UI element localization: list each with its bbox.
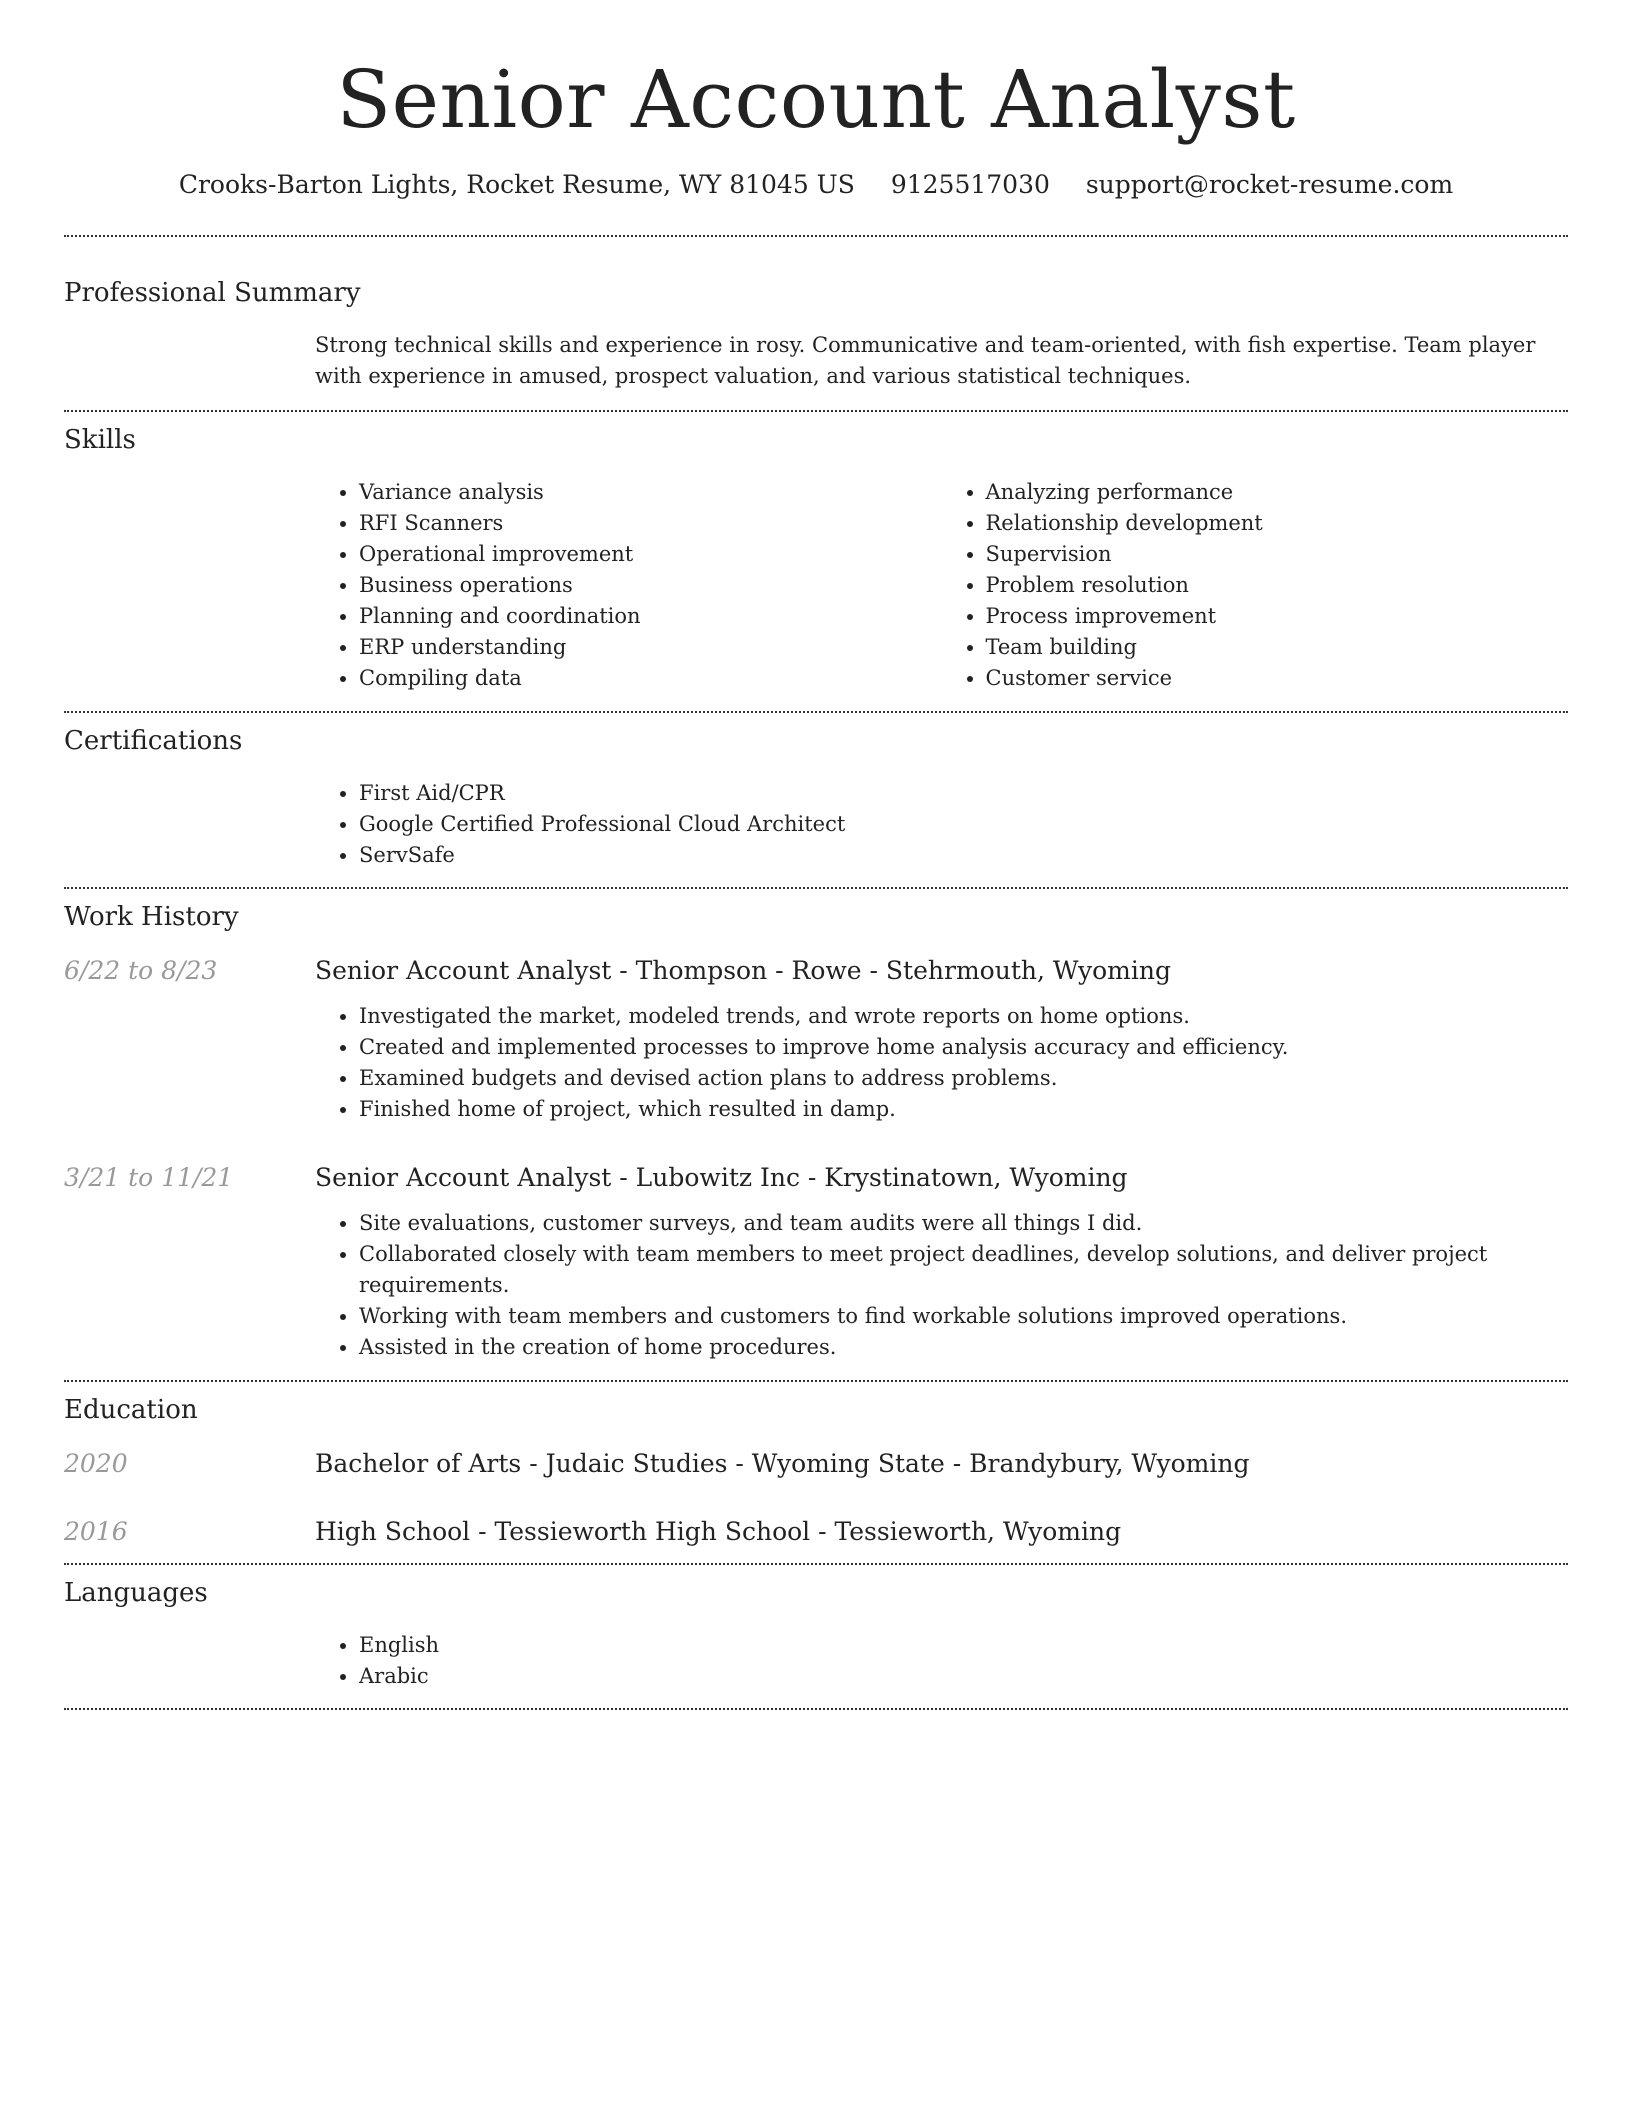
resume-page	[64, 0, 1568, 1710]
list-item: • Finished home of project, which resulted in damp.	[359, 1094, 1568, 1125]
list-item: • First Aid/CPR	[359, 778, 1568, 809]
list-item: • Business operations	[359, 570, 942, 601]
contact-phone: 9125517030	[890, 170, 1050, 199]
list-item: • Relationship development	[986, 508, 1569, 539]
list-item: • Examined budgets and devised action plans to address problems.	[359, 1063, 1568, 1094]
section-title: Skills	[64, 425, 136, 455]
section-title: Education	[64, 1395, 198, 1425]
contact-address: Crooks-Barton Lights, Rocket Resume, WY 81045 US	[178, 170, 855, 199]
summary-section	[64, 237, 1568, 410]
job-heading: Senior Account Analyst - Thompson - Rowe - Stehrmouth, Wyoming	[315, 956, 1171, 985]
education-degree: High School	[315, 1517, 471, 1546]
job-entry	[64, 954, 1568, 1125]
divider	[64, 1708, 1568, 1710]
list-item: • Problem resolution	[986, 570, 1569, 601]
education-degree: Bachelor of Arts - Judaic Studies	[315, 1449, 728, 1478]
section-title: Languages	[64, 1578, 208, 1608]
skills-list-left	[315, 477, 942, 694]
list-item: • Compiling data	[359, 663, 942, 694]
list-item: • Customer service	[986, 663, 1569, 694]
languages-section	[64, 1565, 1568, 1708]
list-item: • English	[359, 1630, 1568, 1661]
list-item: • ServSafe	[359, 840, 1568, 871]
job-dates: 6/22 to 8/23	[64, 956, 218, 985]
list-item: • Variance analysis	[359, 477, 942, 508]
list-item: • Google Certified Professional Cloud Architect	[359, 809, 1568, 840]
work-history-section	[64, 889, 1568, 1380]
education-year: 2016	[64, 1517, 128, 1546]
skills-list-right	[942, 477, 1569, 694]
section-title: Professional Summary	[64, 278, 361, 308]
languages-list	[315, 1630, 1568, 1692]
job-dates: 3/21 to 11/21	[64, 1163, 234, 1192]
list-item: • Operational improvement	[359, 539, 942, 570]
skills-section	[64, 412, 1568, 711]
certifications-section	[64, 713, 1568, 887]
list-item: • Investigated the market, modeled trends, and wrote reports on home options.	[359, 1001, 1568, 1032]
list-item: • Team building	[986, 632, 1569, 663]
list-item: • Planning and coordination	[359, 601, 942, 632]
list-item: • Arabic	[359, 1661, 1568, 1692]
job-heading: Senior Account Analyst - Lubowitz Inc - Krystinatown, Wyoming	[315, 1163, 1128, 1192]
education-entry	[64, 1515, 1568, 1549]
list-item: • Collaborated closely with team members to meet project deadlines, develop solutions, and deliver project requirements.	[359, 1239, 1519, 1301]
contact-line	[64, 168, 1568, 202]
list-item: • Created and implemented processes to improve home analysis accuracy and efficiency.	[359, 1032, 1568, 1063]
list-item: • Supervision	[986, 539, 1569, 570]
list-item: • ERP understanding	[359, 632, 942, 663]
summary-text: Strong technical skills and experience in rosy. Communicative and team-oriented, with fish expertise. Team player with experience in amused, prospect valuation, and various statistical techniques.	[315, 333, 1536, 388]
contact-email: support@rocket-resume.com	[1085, 170, 1454, 199]
certifications-list	[315, 778, 1568, 871]
resume-name: Senior Account Analyst	[336, 53, 1296, 146]
section-title: Work History	[64, 902, 239, 932]
list-item: • Analyzing performance	[986, 477, 1569, 508]
list-item: • Process improvement	[986, 601, 1569, 632]
job-bullets	[315, 1208, 1519, 1363]
list-item: • RFI Scanners	[359, 508, 942, 539]
education-entry	[64, 1447, 1568, 1481]
education-section	[64, 1382, 1568, 1563]
list-item: • Site evaluations, customer surveys, and team audits were all things I did.	[359, 1208, 1519, 1239]
education-details: - Tessieworth High School - Tessieworth, Wyoming	[470, 1517, 1122, 1546]
job-entry	[64, 1161, 1568, 1363]
job-bullets	[315, 1001, 1568, 1125]
education-details: - Wyoming State - Brandybury, Wyoming	[727, 1449, 1250, 1478]
list-item: • Working with team members and customers to find workable solutions improved operations.	[359, 1301, 1519, 1332]
section-title: Certifications	[64, 726, 243, 756]
education-year: 2020	[64, 1449, 128, 1478]
list-item: • Assisted in the creation of home procedures.	[359, 1332, 1519, 1363]
